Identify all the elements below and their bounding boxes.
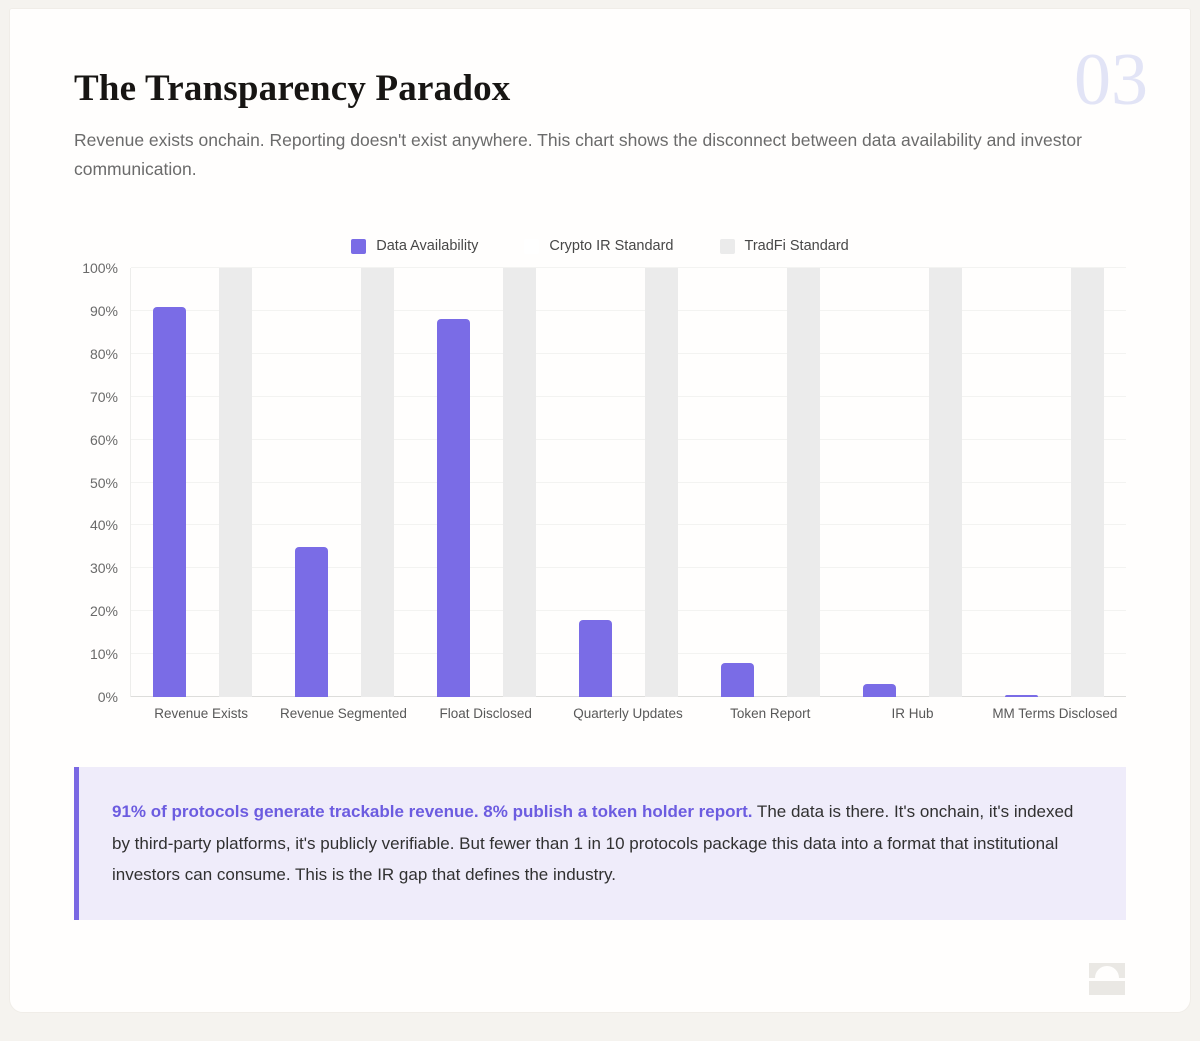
bar-group <box>984 268 1126 697</box>
legend-item-2 <box>720 238 849 254</box>
legend-item-1 <box>524 238 673 254</box>
y-tick-label: 30% <box>89 560 118 577</box>
page-title: The Transparency Paradox <box>74 68 511 109</box>
y-tick-label: 60% <box>89 431 118 448</box>
x-tick-label: MM Terms Disclosed <box>992 706 1118 721</box>
bar[interactable] <box>1005 695 1038 697</box>
bar[interactable] <box>503 268 536 697</box>
y-tick-label: 100% <box>82 260 118 276</box>
bar-group <box>557 268 699 697</box>
x-axis-labels <box>130 706 1126 721</box>
bar[interactable] <box>295 547 328 697</box>
insight-callout <box>74 767 1126 920</box>
y-tick-label: 20% <box>89 603 118 620</box>
bar-group <box>131 268 273 697</box>
bar[interactable] <box>219 268 252 697</box>
bar-group <box>700 268 842 697</box>
legend-item-0 <box>351 238 478 254</box>
legend-swatch-icon <box>351 239 366 254</box>
page-subtitle: Revenue exists onchain. Reporting doesn't exist anywhere. This chart shows the disconnect between data availability and investor communication. <box>74 130 1082 179</box>
bar-group <box>273 268 415 697</box>
legend-label: TradFi Standard <box>744 238 849 254</box>
y-tick-label: 70% <box>89 388 118 405</box>
bar[interactable] <box>645 268 678 697</box>
bar[interactable] <box>437 319 470 697</box>
bar-group <box>415 268 557 697</box>
legend-label: Crypto IR Standard <box>549 238 674 254</box>
x-tick-label: Revenue Exists <box>154 706 249 721</box>
bar-chart <box>74 238 1126 721</box>
y-tick-label: 40% <box>89 517 118 534</box>
bar[interactable] <box>579 620 612 697</box>
legend-swatch-icon <box>524 239 539 254</box>
y-tick-label: 0% <box>97 689 118 705</box>
arch-logo-icon <box>1088 960 1126 998</box>
y-tick-label: 10% <box>89 646 118 663</box>
y-tick-label: 80% <box>89 345 118 362</box>
bar-groups <box>131 268 1126 697</box>
chart-legend <box>74 238 1126 254</box>
bar[interactable] <box>721 663 754 697</box>
bar[interactable] <box>1071 268 1104 697</box>
bar-group <box>842 268 984 697</box>
y-tick-label: 50% <box>89 474 118 491</box>
bar[interactable] <box>787 268 820 697</box>
y-axis <box>74 260 130 705</box>
callout-body: The data is there. It's onchain, it's indexed by third-party platforms, it's publicly verifiable. But fewer than 1 in 10 protocols package this data into a format that institutional investors can consume. This is the IR gap that defines the industry. <box>112 802 1074 884</box>
bar[interactable] <box>361 268 394 697</box>
x-tick-label: Quarterly Updates <box>573 706 683 721</box>
x-tick-label: Revenue Segmented <box>280 706 407 721</box>
y-tick-label: 90% <box>89 302 118 319</box>
bar[interactable] <box>863 684 896 697</box>
x-tick-label: Float Disclosed <box>439 706 532 721</box>
callout-highlight: 91% of protocols generate trackable revenue. 8% publish a token holder report. <box>112 802 753 821</box>
plot-area <box>130 268 1126 697</box>
x-tick-label: Token Report <box>730 706 811 721</box>
slide-card <box>9 8 1191 1013</box>
bar[interactable] <box>929 268 962 697</box>
bar[interactable] <box>153 307 186 697</box>
legend-label: Data Availability <box>376 238 479 254</box>
x-tick-label: IR Hub <box>891 706 934 721</box>
legend-swatch-icon <box>720 239 735 254</box>
page-number: 03 <box>1074 39 1148 121</box>
